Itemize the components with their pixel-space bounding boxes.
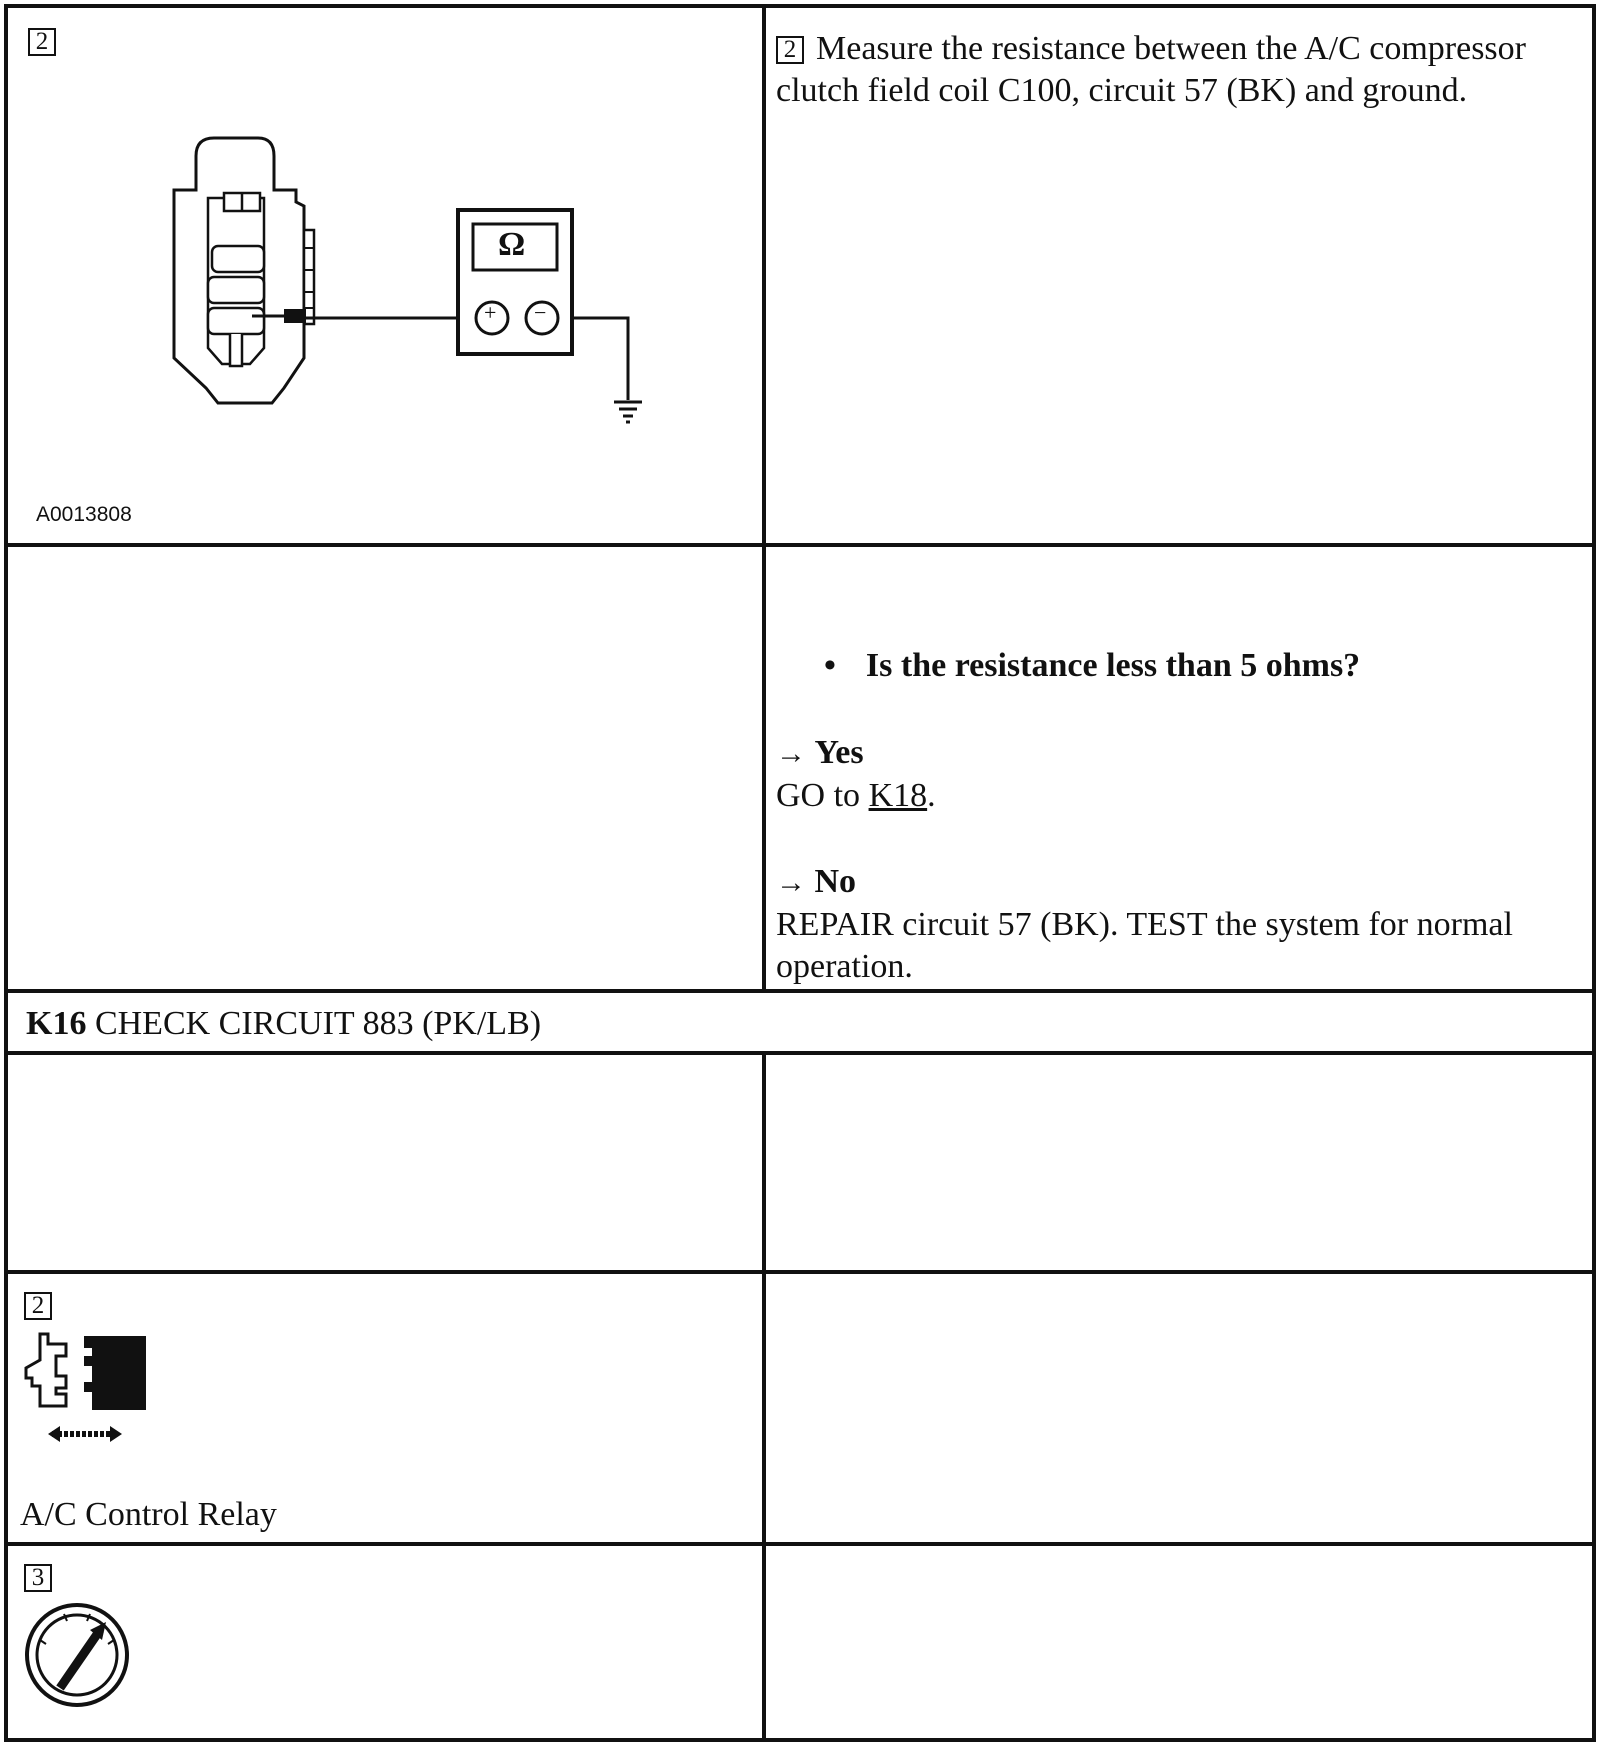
ohm-symbol: Ω [498, 226, 526, 263]
component-label: A/C Control Relay [20, 1496, 277, 1533]
empty-cell [762, 1051, 1596, 1274]
ignition-cell [4, 1542, 766, 1742]
instruction-cell-measure [762, 4, 1596, 547]
link-k18[interactable]: K18 [868, 777, 928, 814]
step-number: 2 [24, 1292, 52, 1320]
ignition-switch-icon [22, 1600, 132, 1710]
connector-c100-icon [174, 138, 314, 403]
question-item [824, 645, 1360, 687]
no-action: REPAIR circuit 57 (BK). TEST the system for normal operation. [776, 906, 1513, 985]
figure-id: A0013808 [36, 503, 132, 526]
instruction-text-block [776, 28, 1576, 112]
question-text: Is the resistance less than 5 ohms? [865, 647, 1361, 684]
section-header [4, 989, 1596, 1055]
ohmmeter-diagram [8, 8, 770, 551]
yes-label: Yes [814, 734, 864, 771]
section-id: K16 [26, 1005, 87, 1042]
no-label: No [814, 863, 857, 900]
arrow-icon: → [776, 866, 806, 899]
bullet: • [824, 647, 836, 684]
relay-disconnect-icon [18, 1330, 148, 1460]
section-title: CHECK CIRCUIT 883 (PK/LB) [94, 1005, 542, 1042]
empty-cell [762, 1542, 1596, 1742]
no-branch [776, 861, 1576, 988]
relay-cell [4, 1270, 766, 1546]
instruction-text: Measure the resistance between the A/C compressor clutch field coil C100, circuit 57 (BK) and ground. [776, 30, 1526, 109]
meter-minus-label: − [534, 300, 547, 325]
step-number: 2 [28, 28, 56, 56]
section-title-line [26, 1003, 541, 1045]
diagram-cell-measure [4, 4, 766, 547]
step-number: 3 [24, 1564, 52, 1592]
result-cell [762, 543, 1596, 993]
empty-cell [762, 1270, 1596, 1546]
yes-branch [776, 732, 936, 817]
arrow-icon: → [776, 737, 806, 770]
ground-symbol-icon [614, 402, 642, 422]
meter-plus-label: + [484, 300, 497, 325]
yes-action-suffix: . [927, 777, 936, 814]
empty-cell [4, 1051, 766, 1274]
yes-action-prefix: GO to [776, 777, 861, 814]
step-number: 2 [776, 36, 804, 64]
empty-cell [4, 543, 766, 993]
